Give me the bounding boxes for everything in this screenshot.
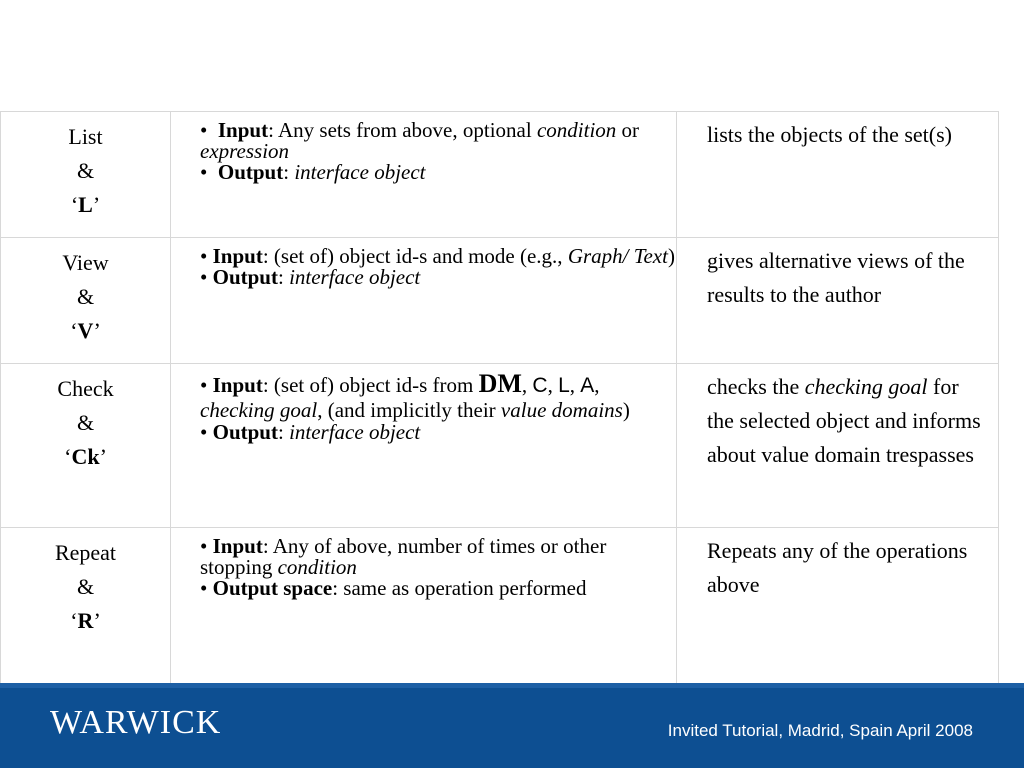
footer-rule (0, 683, 1024, 688)
ampersand: & (76, 410, 95, 435)
ampersand: & (76, 284, 95, 309)
output-line: • Output: interface object (200, 265, 421, 289)
operation-io-cell (171, 364, 677, 528)
operation-name-cell: Check & ‘Ck’ (1, 364, 171, 528)
ampersand: & (76, 158, 95, 183)
operation-description-cell: checks the checking goal for the selected object and informs about value domain trespasses (677, 364, 999, 528)
operation-description: lists the objects of the set(s) (707, 122, 953, 147)
output-line: • Output: interface object (200, 420, 421, 444)
operation-name: Repeat (54, 540, 117, 565)
operation-name: List (68, 124, 103, 149)
output-line: • Output: interface object (200, 160, 426, 184)
operation-description: gives alternative views of the results to the author (707, 248, 965, 307)
operation-name-cell: Repeat & ‘R’ (1, 528, 171, 691)
table-row (1, 364, 999, 528)
operation-description-cell (677, 238, 999, 364)
footer-caption: Invited Tutorial, Madrid, Spain April 2008 (667, 721, 973, 740)
warwick-logo (50, 704, 221, 760)
operation-letter: R (77, 608, 94, 633)
operation-name-cell: View & ‘V’ (1, 238, 171, 364)
operation-name-cell: List & ‘L’ (1, 112, 171, 238)
output-line: • Output space: same as operation performed (200, 576, 587, 600)
operation-io-cell (171, 112, 677, 238)
operation-letter: Ck (71, 444, 100, 469)
table-row (1, 238, 999, 364)
input-line: • Input: Any sets from above, optional condition or expression (200, 118, 640, 163)
operations-table (0, 111, 999, 691)
operation-io-cell (171, 238, 677, 364)
operation-io-cell (171, 528, 677, 691)
operation-description-cell (677, 112, 999, 238)
table-row (1, 528, 999, 691)
operation-description: Repeats any of the operations above (707, 538, 968, 597)
operation-letter: V (77, 318, 94, 343)
input-line: • Input: (set of) object id-s and mode (e.g., Graph/ Text) (200, 244, 675, 268)
operation-name: Check (57, 376, 114, 401)
operation-letter: L (78, 192, 93, 217)
table-row (1, 112, 999, 238)
operation-description-cell (677, 528, 999, 691)
operation-name: View (62, 250, 109, 275)
input-line: • Input: Any of above, number of times or other stopping condition (200, 534, 607, 579)
dm-label: DM (478, 369, 522, 398)
logo-text: WARWICK (50, 704, 222, 741)
ampersand: & (76, 574, 95, 599)
input-line: • Input: (set of) object id-s from DM, C, L, A, checking goal, (and implicitly their value domains) (200, 369, 630, 422)
